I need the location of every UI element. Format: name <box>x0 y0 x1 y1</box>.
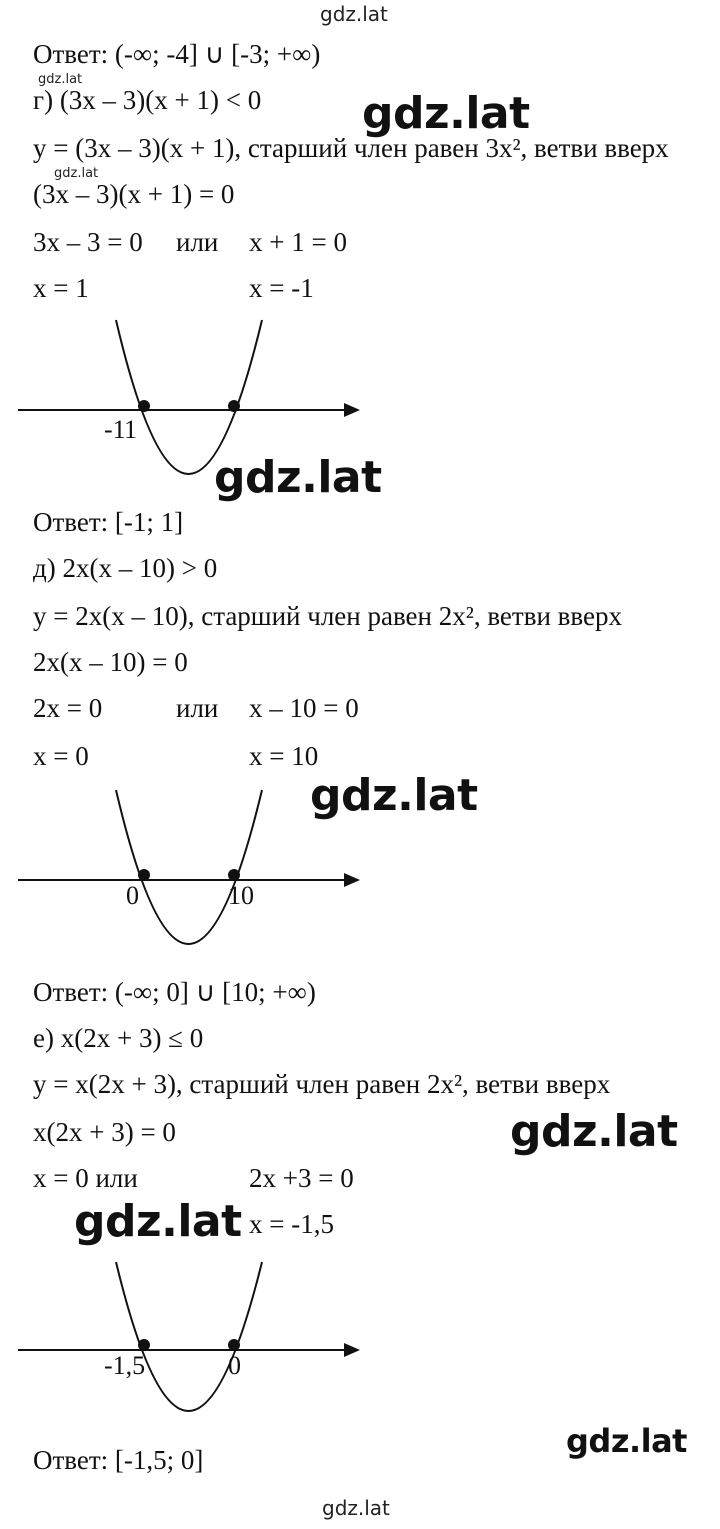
task-e: е) x(2x + 3) ≤ 0 <box>33 1023 204 1053</box>
header-watermark: gdz.lat <box>320 2 388 26</box>
task-g-function: y = (3x – 3)(x + 1), старший член равен 3x², ветви вверх <box>33 133 669 163</box>
task-e-equation: x(2x + 3) = 0 <box>33 1117 176 1147</box>
watermark-large-3: gdz.lat <box>310 770 478 821</box>
task-g-roots-eq-left: 3x – 3 = 0 <box>33 227 143 257</box>
graph-e-arrow <box>344 1343 360 1357</box>
task-d: д) 2x(x – 10) > 0 <box>33 553 218 583</box>
watermark-large-1: gdz.lat <box>362 88 530 139</box>
previous-answer: Ответ: (-∞; -4] ∪ [-3; +∞) <box>33 39 321 69</box>
graph-d-point-left <box>138 869 150 881</box>
task-d-answer: Ответ: (-∞; 0] ∪ [10; +∞) <box>33 977 316 1007</box>
watermark-tiny-2: gdz.lat <box>54 166 99 181</box>
graph-d-parabola <box>116 790 262 944</box>
watermark-large-5: gdz.lat <box>74 1196 242 1247</box>
graph-d-label-right: 10 <box>228 881 254 910</box>
graph-g-parabola <box>116 320 262 474</box>
task-g-answer: Ответ: [-1; 1] <box>33 507 184 537</box>
task-d-root-2: x = 10 <box>249 741 319 771</box>
task-d-or: или <box>176 693 219 723</box>
footer-watermark: gdz.lat <box>322 1496 390 1520</box>
watermark-medium: gdz.lat <box>566 1422 687 1460</box>
task-e-answer: Ответ: [-1,5; 0] <box>33 1445 204 1475</box>
watermark-large-4: gdz.lat <box>510 1106 678 1157</box>
task-g-root-2: x = -1 <box>249 273 314 303</box>
task-d-roots-eq-right: x – 10 = 0 <box>249 693 359 723</box>
graph-g-label-left: -1 <box>104 415 126 444</box>
watermark-tiny-1: gdz.lat <box>38 72 83 87</box>
task-g-or: или <box>176 227 219 257</box>
task-d-function: y = 2x(x – 10), старший член равен 2x², ветви вверх <box>33 601 622 631</box>
graph-d-arrow <box>344 873 360 887</box>
task-g-equation: (3x – 3)(x + 1) = 0 <box>33 179 235 209</box>
task-e-root-2: x = -1,5 <box>249 1209 334 1239</box>
graph-g-point-right <box>228 400 240 412</box>
task-e-function: y = x(2x + 3), старший член равен 2x², ветви вверх <box>33 1069 611 1099</box>
watermark-large-2: gdz.lat <box>214 452 382 503</box>
task-e-roots-left: x = 0 или <box>33 1163 138 1193</box>
graph-g-label-right: 1 <box>124 415 137 444</box>
task-g: г) (3x – 3)(x + 1) < 0 <box>33 85 262 115</box>
graph-e-label-right: 0 <box>228 1351 241 1380</box>
graph-d-point-right <box>228 869 240 881</box>
task-d-equation: 2x(x – 10) = 0 <box>33 647 188 677</box>
graph-e-point-right <box>228 1339 240 1351</box>
task-g-roots-eq-right: x + 1 = 0 <box>249 227 347 257</box>
task-g-root-1: x = 1 <box>33 273 89 303</box>
graph-d <box>0 788 380 958</box>
graph-e-parabola <box>116 1262 262 1411</box>
task-d-root-1: x = 0 <box>33 741 89 771</box>
graph-e-label-left: -1,5 <box>104 1351 146 1380</box>
graph-e <box>0 1260 380 1430</box>
task-e-roots-eq-right: 2x +3 = 0 <box>249 1163 354 1193</box>
graph-g-arrow <box>344 403 360 417</box>
graph-e-point-left <box>138 1339 150 1351</box>
graph-d-label-left: 0 <box>126 881 139 910</box>
graph-g-point-left <box>138 400 150 412</box>
task-d-roots-eq-left: 2x = 0 <box>33 693 103 723</box>
